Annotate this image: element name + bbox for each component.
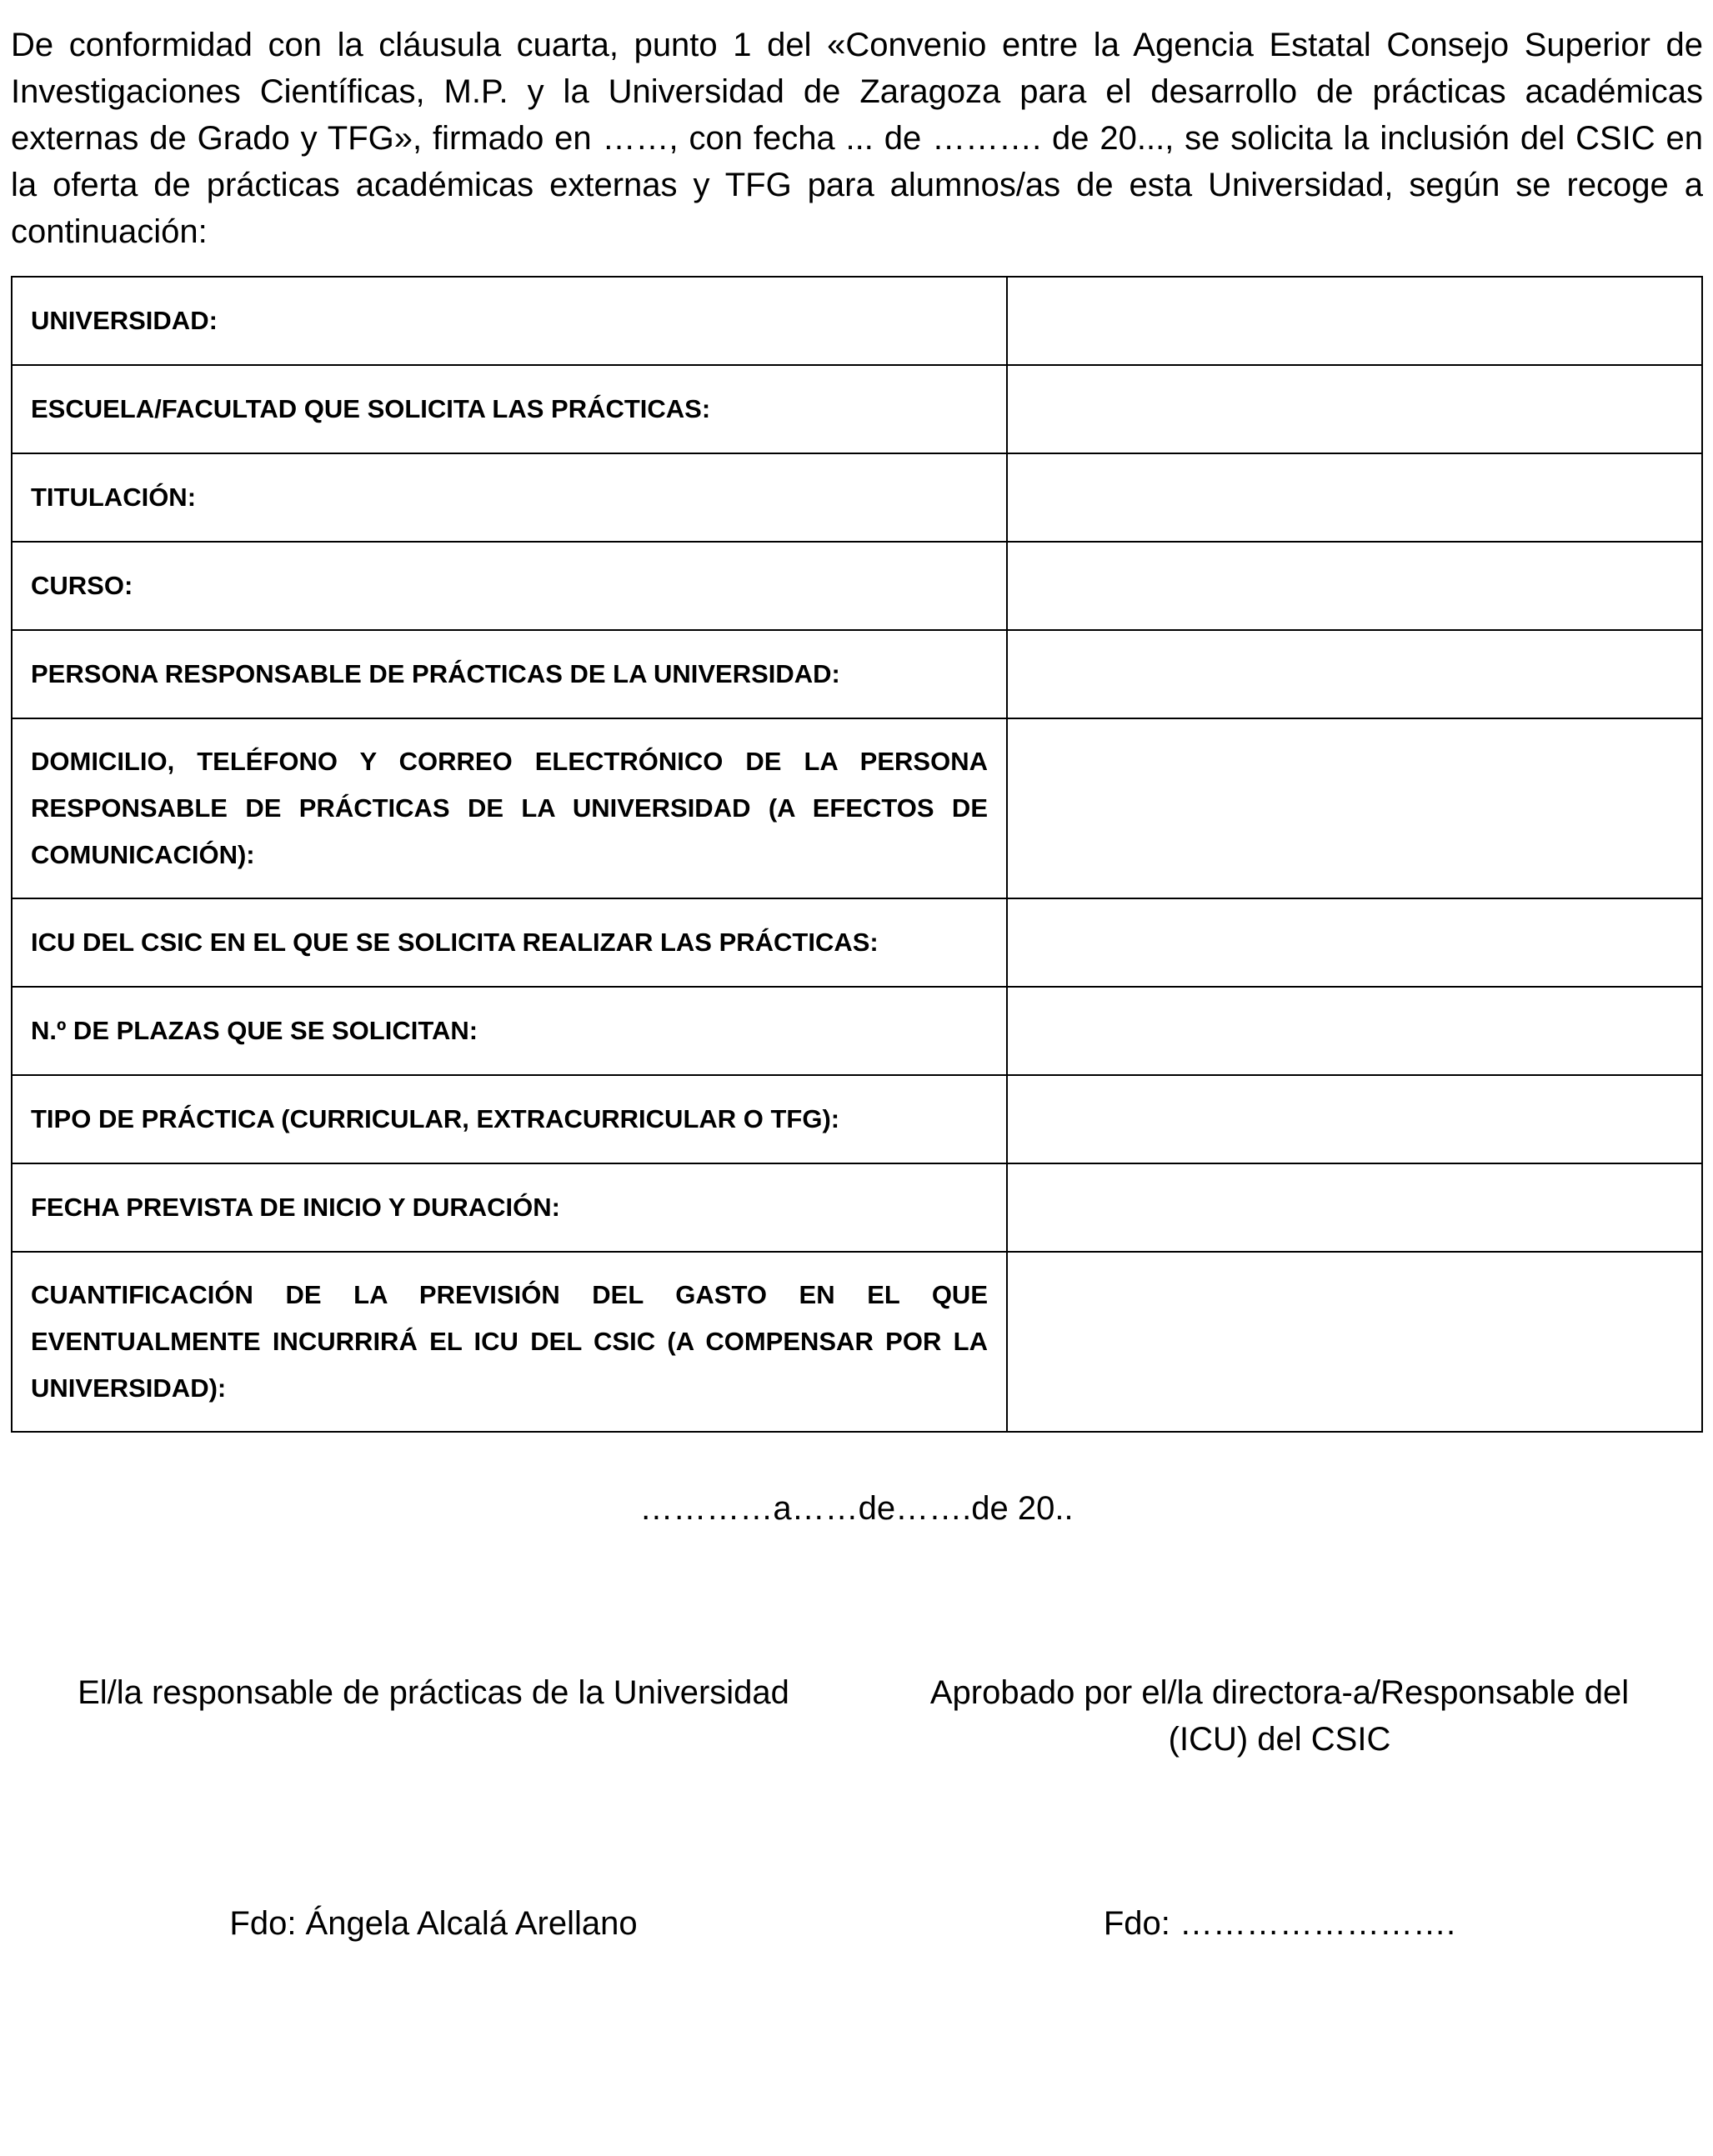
form-value-icu[interactable] (1007, 898, 1702, 987)
form-row-gasto (12, 1252, 1702, 1432)
form-row-plazas (12, 987, 1702, 1075)
form-row-contacto (12, 718, 1702, 898)
form-label-responsable: PERSONA RESPONSABLE DE PRÁCTICAS DE LA UNIVERSIDAD: (12, 630, 1007, 718)
form-value-responsable[interactable] (1007, 630, 1702, 718)
form-value-plazas[interactable] (1007, 987, 1702, 1075)
form-value-titulacion[interactable] (1007, 453, 1702, 542)
form-row-fecha (12, 1163, 1702, 1252)
form-label-tipo: TIPO DE PRÁCTICA (CURRICULAR, EXTRACURRICULAR O TFG): (12, 1075, 1007, 1163)
place-date-line: …………a……de…….de 20.. (639, 1490, 1074, 1527)
form-value-curso[interactable] (1007, 542, 1702, 630)
form-row-responsable (12, 630, 1702, 718)
signature-title-university: El/la responsable de prácticas de la Universidad (78, 1674, 789, 1711)
form-row-escuela (12, 365, 1702, 453)
form-label-escuela: ESCUELA/FACULTAD QUE SOLICITA LAS PRÁCTICAS: (12, 365, 1007, 453)
intro-paragraph: De conformidad con la cláusula cuarta, punto 1 del «Convenio entre la Agencia Estatal Consejo Superior de Investigaciones Científicas, M.P. y la Universidad de Zaragoza para el desarrollo de prácticas académicas externas de Grado y TFG», firmado en ……, con fecha ... de ………. de 20..., se solicita la inclusión del CSIC en la oferta de prácticas académicas externas y TFG para alumnos/as de esta Universidad, según se recoge a continuación: (11, 27, 1703, 250)
form-label-titulacion: TITULACIÓN: (12, 453, 1007, 542)
form-label-universidad: UNIVERSIDAD: (12, 277, 1007, 365)
form-label-icu: ICU DEL CSIC EN EL QUE SE SOLICITA REALIZAR LAS PRÁCTICAS: (12, 898, 1007, 987)
signature-name-university: Fdo: Ángela Alcalá Arellano (229, 1905, 638, 1942)
form-label-curso: CURSO: (12, 542, 1007, 630)
form-row-tipo (12, 1075, 1702, 1163)
form-value-fecha[interactable] (1007, 1163, 1702, 1252)
form-row-curso (12, 542, 1702, 630)
form-value-universidad[interactable] (1007, 277, 1702, 365)
form-row-titulacion (12, 453, 1702, 542)
form-value-gasto[interactable] (1007, 1252, 1702, 1432)
form-label-plazas: N.º DE PLAZAS QUE SE SOLICITAN: (12, 987, 1007, 1075)
form-label-gasto: CUANTIFICACIÓN DE LA PREVISIÓN DEL GASTO EN EL QUE EVENTUALMENTE INCURRIRÁ EL ICU DEL CSIC (A COMPENSAR POR LA UNIVERSIDAD): (12, 1252, 1007, 1432)
signature-title-csic: Aprobado por el/la directora-a/Responsable del (ICU) del CSIC (929, 1674, 1630, 1758)
signature-name-csic: Fdo: ……………………. (1103, 1905, 1456, 1942)
form-row-icu (12, 898, 1702, 987)
form-label-contacto: DOMICILIO, TELÉFONO Y CORREO ELECTRÓNICO DE LA PERSONA RESPONSABLE DE PRÁCTICAS DE LA UNIVERSIDAD (A EFECTOS DE COMUNICACIÓN): (12, 718, 1007, 898)
form-row-universidad (12, 277, 1702, 365)
form-value-tipo[interactable] (1007, 1075, 1702, 1163)
request-form-table (11, 276, 1703, 1433)
form-value-escuela[interactable] (1007, 365, 1702, 453)
form-label-fecha: FECHA PREVISTA DE INICIO Y DURACIÓN: (12, 1163, 1007, 1252)
form-value-contacto[interactable] (1007, 718, 1702, 898)
